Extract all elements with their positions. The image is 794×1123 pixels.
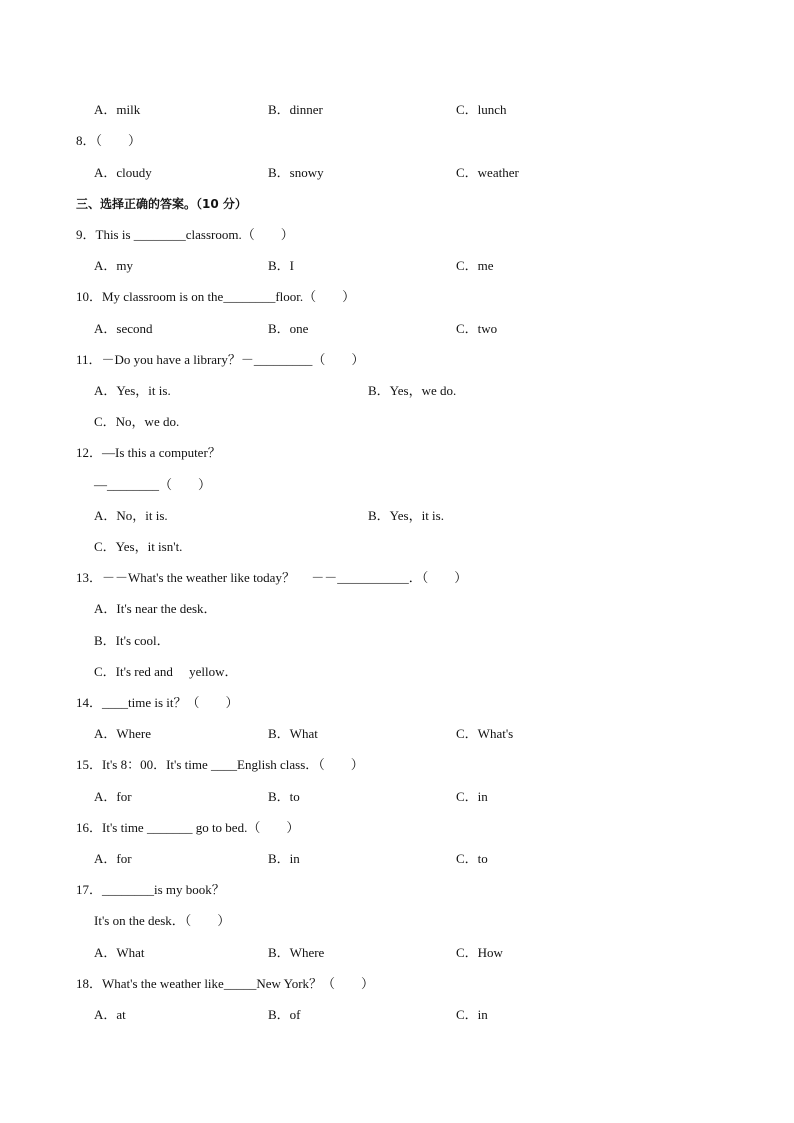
question-10: 10．My classroom is on the________floor.（ ） — [76, 289, 356, 304]
q12-option-a: A．No，it is. — [94, 508, 168, 523]
q7-option-c: C．lunch — [456, 102, 507, 117]
q8-option-c: C．weather — [456, 165, 519, 180]
q7-option-a: A．milk — [94, 102, 141, 117]
q17-option-b: B．Where — [268, 945, 325, 960]
q17-option-a: A．What — [94, 945, 145, 960]
q18-option-c: C．in — [456, 1007, 488, 1022]
q12-option-c: C．Yes，it isn't. — [94, 539, 183, 554]
q13-option-c: C．It's red and yellow． — [94, 664, 238, 679]
question-17-context: It's on the desk．（ ） — [94, 913, 231, 928]
question-15: 15．It's 8：00．It's time ____English class．（ ） — [76, 757, 364, 772]
question-14: 14．____time is it？（ ） — [76, 695, 239, 710]
q18-option-b: B．of — [268, 1007, 301, 1022]
q11-option-c: C．No，we do. — [94, 414, 180, 429]
q15-option-c: C．in — [456, 789, 488, 804]
question-11: 11．－Do you have a library？－_________（ ） — [76, 352, 365, 367]
question-8: 8．（ ） — [76, 133, 142, 148]
q8-option-a: A．cloudy — [94, 165, 152, 180]
question-12-answer-line: —________（ ） — [94, 477, 212, 492]
q15-option-b: B．to — [268, 789, 300, 804]
q17-option-c: C．How — [456, 945, 503, 960]
q11-option-a: A．Yes，it is. — [94, 383, 171, 398]
q8-option-b: B．snowy — [268, 165, 324, 180]
q16-option-a: A．for — [94, 851, 132, 866]
q18-option-a: A．at — [94, 1007, 126, 1022]
q9-option-b: B．I — [268, 258, 295, 273]
question-9: 9．This is ________classroom.（ ） — [76, 227, 294, 242]
question-13: 13．－－What's the weather like today？ －－___________．（ ） — [76, 570, 468, 585]
q10-option-c: C．two — [456, 321, 498, 336]
q9-option-a: A．my — [94, 258, 134, 273]
q14-option-a: A．Where — [94, 726, 152, 741]
question-17: 17．________is my book？ — [76, 882, 225, 897]
question-12: 12．—Is this a computer？ — [76, 445, 221, 460]
q11-option-b: B．Yes，we do. — [368, 383, 457, 398]
q14-option-b: B．What — [268, 726, 318, 741]
q13-option-b: B．It's cool． — [94, 633, 170, 648]
question-16: 16．It's time _______ go to bed.（ ） — [76, 820, 300, 835]
q10-option-a: A．second — [94, 321, 153, 336]
q16-option-b: B．in — [268, 851, 300, 866]
q9-option-c: C．me — [456, 258, 494, 273]
q16-option-c: C．to — [456, 851, 488, 866]
q12-option-b: B．Yes，it is. — [368, 508, 444, 523]
section-heading: 三、选择正确的答案。（10 分） — [76, 197, 247, 211]
q7-option-b: B．dinner — [268, 102, 323, 117]
q15-option-a: A．for — [94, 789, 132, 804]
q10-option-b: B．one — [268, 321, 309, 336]
q14-option-c: C．What's — [456, 726, 514, 741]
question-18: 18．What's the weather like_____New York？（ ） — [76, 976, 375, 991]
q13-option-a: A．It's near the desk． — [94, 601, 217, 616]
